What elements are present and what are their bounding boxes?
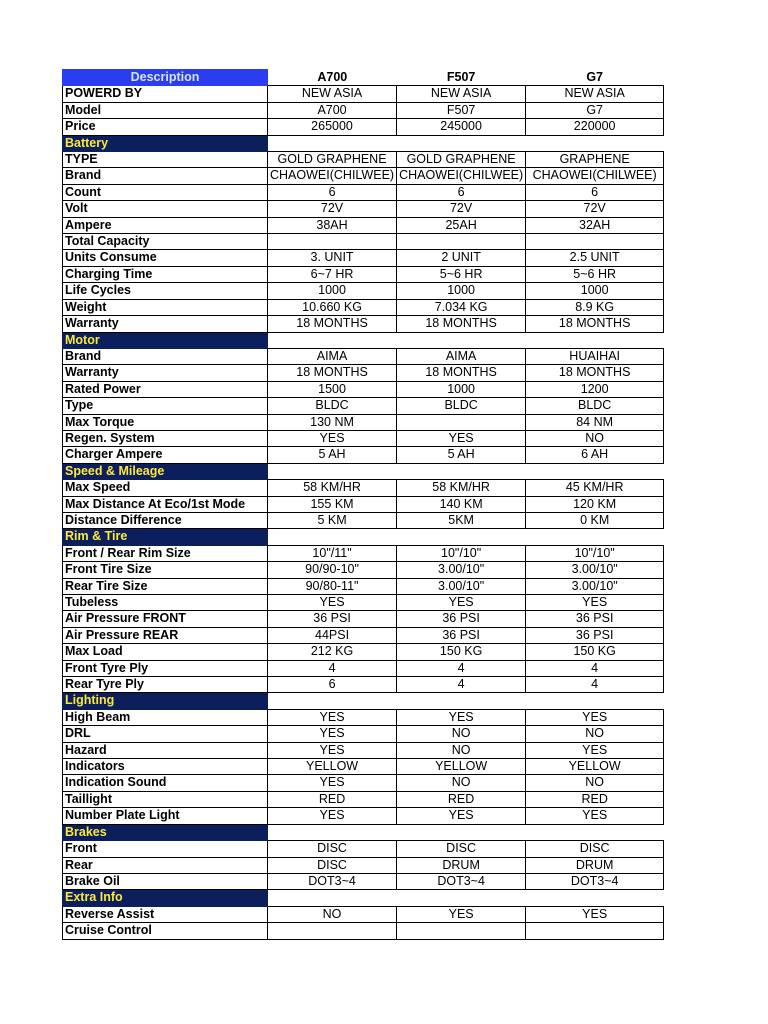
value-cell: YES bbox=[268, 775, 397, 791]
row-label: Life Cycles bbox=[63, 283, 268, 299]
value-cell: 10"/10" bbox=[526, 545, 664, 561]
value-cell: DISC bbox=[397, 841, 526, 857]
value-cell: F507 bbox=[397, 102, 526, 118]
row-label: Hazard bbox=[63, 742, 268, 758]
value-cell: 1000 bbox=[397, 381, 526, 397]
value-cell: 265000 bbox=[268, 119, 397, 135]
section-empty-cell bbox=[397, 529, 526, 545]
row-label: Max Speed bbox=[63, 480, 268, 496]
value-cell: CHAOWEI(CHILWEE) bbox=[397, 168, 526, 184]
section-title: Battery bbox=[63, 135, 268, 151]
value-cell: 150 KG bbox=[526, 644, 664, 660]
section-empty-cell bbox=[526, 890, 664, 906]
row-label: Indicators bbox=[63, 759, 268, 775]
row-label: Max Torque bbox=[63, 414, 268, 430]
section-empty-cell bbox=[397, 332, 526, 348]
section-title: Extra Info bbox=[63, 890, 268, 906]
section-empty-cell bbox=[268, 463, 397, 479]
value-cell: YELLOW bbox=[526, 759, 664, 775]
value-cell: 4 bbox=[397, 677, 526, 693]
table-row bbox=[63, 627, 664, 643]
row-label: Number Plate Light bbox=[63, 808, 268, 824]
table-row bbox=[63, 316, 664, 332]
table-row bbox=[63, 611, 664, 627]
section-empty-cell bbox=[268, 332, 397, 348]
section-empty-cell bbox=[526, 463, 664, 479]
value-cell: HUAIHAI bbox=[526, 348, 664, 364]
table-row bbox=[63, 841, 664, 857]
value-cell: 1000 bbox=[268, 283, 397, 299]
row-label: Rear Tyre Ply bbox=[63, 677, 268, 693]
row-label: Warranty bbox=[63, 316, 268, 332]
value-cell: RED bbox=[268, 791, 397, 807]
value-cell: 2 UNIT bbox=[397, 250, 526, 266]
value-cell: 36 PSI bbox=[397, 611, 526, 627]
value-cell: 3.00/10" bbox=[397, 562, 526, 578]
value-cell: 10"/10" bbox=[397, 545, 526, 561]
value-cell: 18 MONTHS bbox=[526, 316, 664, 332]
table-row bbox=[63, 726, 664, 742]
table-row bbox=[63, 595, 664, 611]
section-empty-cell bbox=[526, 529, 664, 545]
spec-comparison-table bbox=[62, 69, 664, 940]
value-cell: NEW ASIA bbox=[397, 86, 526, 102]
table-row bbox=[63, 414, 664, 430]
section-empty-cell bbox=[397, 824, 526, 840]
value-cell: 6 AH bbox=[526, 447, 664, 463]
value-cell: 18 MONTHS bbox=[526, 365, 664, 381]
value-cell: G7 bbox=[526, 102, 664, 118]
value-cell: YES bbox=[268, 742, 397, 758]
row-label: TYPE bbox=[63, 152, 268, 168]
value-cell bbox=[268, 234, 397, 250]
value-cell: 150 KG bbox=[397, 644, 526, 660]
section-header-row bbox=[63, 824, 664, 840]
value-cell: 25AH bbox=[397, 217, 526, 233]
value-cell: 4 bbox=[526, 677, 664, 693]
value-cell: 212 KG bbox=[268, 644, 397, 660]
value-cell bbox=[397, 234, 526, 250]
table-row bbox=[63, 775, 664, 791]
value-cell: BLDC bbox=[268, 398, 397, 414]
value-cell: 5 KM bbox=[268, 512, 397, 528]
section-empty-cell bbox=[397, 890, 526, 906]
table-row bbox=[63, 283, 664, 299]
value-cell: GOLD GRAPHENE bbox=[397, 152, 526, 168]
value-cell: NEW ASIA bbox=[268, 86, 397, 102]
value-cell: GRAPHENE bbox=[526, 152, 664, 168]
value-cell: 58 KM/HR bbox=[397, 480, 526, 496]
section-title: Lighting bbox=[63, 693, 268, 709]
row-label: Price bbox=[63, 119, 268, 135]
row-label: Cruise Control bbox=[63, 923, 268, 939]
section-empty-cell bbox=[526, 332, 664, 348]
value-cell: YES bbox=[268, 709, 397, 725]
value-cell: DISC bbox=[526, 841, 664, 857]
value-cell bbox=[526, 923, 664, 939]
section-header-row bbox=[63, 135, 664, 151]
section-empty-cell bbox=[526, 824, 664, 840]
value-cell: 3.00/10" bbox=[526, 578, 664, 594]
row-label: Brand bbox=[63, 348, 268, 364]
row-label: Units Consume bbox=[63, 250, 268, 266]
value-cell: 2.5 UNIT bbox=[526, 250, 664, 266]
row-label: Model bbox=[63, 102, 268, 118]
value-cell: 155 KM bbox=[268, 496, 397, 512]
value-cell: NO bbox=[397, 742, 526, 758]
table-row bbox=[63, 430, 664, 446]
value-cell: NO bbox=[397, 726, 526, 742]
table-row bbox=[63, 381, 664, 397]
row-label: Distance Difference bbox=[63, 512, 268, 528]
table-row bbox=[63, 266, 664, 282]
value-cell: YES bbox=[397, 595, 526, 611]
value-cell: YES bbox=[526, 709, 664, 725]
value-cell: YES bbox=[268, 430, 397, 446]
value-cell: NO bbox=[526, 775, 664, 791]
value-cell: YES bbox=[397, 906, 526, 922]
value-cell: 5KM bbox=[397, 512, 526, 528]
row-label: Rear bbox=[63, 857, 268, 873]
table-row bbox=[63, 119, 664, 135]
model-header-g7: G7 bbox=[526, 70, 664, 86]
value-cell: 6~7 HR bbox=[268, 266, 397, 282]
table-row bbox=[63, 791, 664, 807]
value-cell: 18 MONTHS bbox=[268, 365, 397, 381]
value-cell: 38AH bbox=[268, 217, 397, 233]
value-cell: AIMA bbox=[397, 348, 526, 364]
row-label: Front Tire Size bbox=[63, 562, 268, 578]
row-label: Tubeless bbox=[63, 595, 268, 611]
table-row bbox=[63, 857, 664, 873]
section-empty-cell bbox=[268, 824, 397, 840]
value-cell: 5~6 HR bbox=[397, 266, 526, 282]
value-cell: 90/90-10" bbox=[268, 562, 397, 578]
value-cell: 130 NM bbox=[268, 414, 397, 430]
row-label: Max Load bbox=[63, 644, 268, 660]
table-row bbox=[63, 742, 664, 758]
section-empty-cell bbox=[397, 463, 526, 479]
value-cell: A700 bbox=[268, 102, 397, 118]
value-cell bbox=[268, 923, 397, 939]
value-cell: 5~6 HR bbox=[526, 266, 664, 282]
section-empty-cell bbox=[397, 135, 526, 151]
spec-table-body bbox=[63, 70, 664, 940]
table-row bbox=[63, 168, 664, 184]
table-row bbox=[63, 873, 664, 889]
value-cell: CHAOWEI(CHILWEE) bbox=[526, 168, 664, 184]
table-row bbox=[63, 299, 664, 315]
section-empty-cell bbox=[268, 529, 397, 545]
value-cell: DRUM bbox=[397, 857, 526, 873]
value-cell: DISC bbox=[268, 857, 397, 873]
value-cell: 220000 bbox=[526, 119, 664, 135]
row-label: Front Tyre Ply bbox=[63, 660, 268, 676]
table-row bbox=[63, 709, 664, 725]
value-cell: 1200 bbox=[526, 381, 664, 397]
row-label: Weight bbox=[63, 299, 268, 315]
value-cell: 10.660 KG bbox=[268, 299, 397, 315]
table-row bbox=[63, 184, 664, 200]
value-cell: NO bbox=[397, 775, 526, 791]
value-cell: YES bbox=[397, 808, 526, 824]
section-empty-cell bbox=[268, 693, 397, 709]
value-cell: 6 bbox=[397, 184, 526, 200]
row-label: Volt bbox=[63, 201, 268, 217]
value-cell: 245000 bbox=[397, 119, 526, 135]
row-label: Indication Sound bbox=[63, 775, 268, 791]
value-cell: 1000 bbox=[526, 283, 664, 299]
value-cell: 90/80-11" bbox=[268, 578, 397, 594]
value-cell: YELLOW bbox=[397, 759, 526, 775]
value-cell: 3.00/10" bbox=[397, 578, 526, 594]
table-row bbox=[63, 447, 664, 463]
value-cell: YELLOW bbox=[268, 759, 397, 775]
value-cell: 72V bbox=[526, 201, 664, 217]
section-header-row bbox=[63, 693, 664, 709]
value-cell: 84 NM bbox=[526, 414, 664, 430]
value-cell: CHAOWEI(CHILWEE) bbox=[268, 168, 397, 184]
row-label: Air Pressure REAR bbox=[63, 627, 268, 643]
table-row bbox=[63, 365, 664, 381]
table-row bbox=[63, 398, 664, 414]
value-cell: 18 MONTHS bbox=[397, 316, 526, 332]
table-row bbox=[63, 759, 664, 775]
section-header-row bbox=[63, 332, 664, 348]
value-cell: 10"/11" bbox=[268, 545, 397, 561]
value-cell: BLDC bbox=[397, 398, 526, 414]
section-empty-cell bbox=[526, 135, 664, 151]
value-cell: 72V bbox=[268, 201, 397, 217]
row-label: Warranty bbox=[63, 365, 268, 381]
value-cell: DRUM bbox=[526, 857, 664, 873]
table-row bbox=[63, 644, 664, 660]
value-cell: DOT3~4 bbox=[268, 873, 397, 889]
row-label: High Beam bbox=[63, 709, 268, 725]
value-cell: YES bbox=[526, 595, 664, 611]
value-cell: NO bbox=[526, 726, 664, 742]
value-cell: YES bbox=[397, 430, 526, 446]
value-cell: 4 bbox=[526, 660, 664, 676]
row-label: Front bbox=[63, 841, 268, 857]
value-cell: 6 bbox=[268, 184, 397, 200]
value-cell: 44PSI bbox=[268, 627, 397, 643]
value-cell: YES bbox=[268, 595, 397, 611]
row-label: Max Distance At Eco/1st Mode bbox=[63, 496, 268, 512]
row-label: Count bbox=[63, 184, 268, 200]
table-row bbox=[63, 578, 664, 594]
section-header-row bbox=[63, 529, 664, 545]
value-cell bbox=[397, 923, 526, 939]
table-row bbox=[63, 250, 664, 266]
table-row bbox=[63, 512, 664, 528]
table-row bbox=[63, 152, 664, 168]
section-header-row bbox=[63, 890, 664, 906]
value-cell: GOLD GRAPHENE bbox=[268, 152, 397, 168]
section-title: Rim & Tire bbox=[63, 529, 268, 545]
row-label: Air Pressure FRONT bbox=[63, 611, 268, 627]
table-row bbox=[63, 677, 664, 693]
value-cell: YES bbox=[526, 742, 664, 758]
value-cell: NO bbox=[268, 906, 397, 922]
value-cell: 3.00/10" bbox=[526, 562, 664, 578]
row-label: Regen. System bbox=[63, 430, 268, 446]
table-row bbox=[63, 217, 664, 233]
table-row bbox=[63, 201, 664, 217]
section-title: Motor bbox=[63, 332, 268, 348]
row-label: Taillight bbox=[63, 791, 268, 807]
section-empty-cell bbox=[268, 135, 397, 151]
value-cell: 72V bbox=[397, 201, 526, 217]
row-label: Rear Tire Size bbox=[63, 578, 268, 594]
value-cell: YES bbox=[268, 808, 397, 824]
value-cell: NEW ASIA bbox=[526, 86, 664, 102]
model-header-a700: A700 bbox=[268, 70, 397, 86]
value-cell: AIMA bbox=[268, 348, 397, 364]
section-title: Brakes bbox=[63, 824, 268, 840]
value-cell: 5 AH bbox=[268, 447, 397, 463]
description-header: Description bbox=[63, 70, 268, 86]
row-label: Ampere bbox=[63, 217, 268, 233]
value-cell: 4 bbox=[268, 660, 397, 676]
table-row bbox=[63, 102, 664, 118]
value-cell: 6 bbox=[526, 184, 664, 200]
value-cell: DOT3~4 bbox=[526, 873, 664, 889]
value-cell: 32AH bbox=[526, 217, 664, 233]
row-label: Total Capacity bbox=[63, 234, 268, 250]
value-cell: YES bbox=[526, 808, 664, 824]
table-header-row bbox=[63, 70, 664, 86]
value-cell: 36 PSI bbox=[268, 611, 397, 627]
model-header-f507: F507 bbox=[397, 70, 526, 86]
table-row bbox=[63, 234, 664, 250]
value-cell: RED bbox=[526, 791, 664, 807]
value-cell: 1500 bbox=[268, 381, 397, 397]
row-label: DRL bbox=[63, 726, 268, 742]
value-cell: 5 AH bbox=[397, 447, 526, 463]
section-empty-cell bbox=[526, 693, 664, 709]
table-row bbox=[63, 906, 664, 922]
section-title: Speed & Mileage bbox=[63, 463, 268, 479]
row-label: Charging Time bbox=[63, 266, 268, 282]
value-cell: DISC bbox=[268, 841, 397, 857]
value-cell: 8.9 KG bbox=[526, 299, 664, 315]
value-cell: 18 MONTHS bbox=[268, 316, 397, 332]
value-cell: 58 KM/HR bbox=[268, 480, 397, 496]
value-cell: 0 KM bbox=[526, 512, 664, 528]
table-row bbox=[63, 923, 664, 939]
section-empty-cell bbox=[268, 890, 397, 906]
table-row bbox=[63, 86, 664, 102]
row-label: Front / Rear Rim Size bbox=[63, 545, 268, 561]
row-label: Reverse Assist bbox=[63, 906, 268, 922]
row-label: Type bbox=[63, 398, 268, 414]
value-cell: YES bbox=[397, 709, 526, 725]
section-empty-cell bbox=[397, 693, 526, 709]
table-row bbox=[63, 480, 664, 496]
table-row bbox=[63, 545, 664, 561]
table-row bbox=[63, 660, 664, 676]
value-cell: 6 bbox=[268, 677, 397, 693]
row-label: Charger Ampere bbox=[63, 447, 268, 463]
value-cell: YES bbox=[268, 726, 397, 742]
value-cell: 45 KM/HR bbox=[526, 480, 664, 496]
value-cell: 1000 bbox=[397, 283, 526, 299]
value-cell: BLDC bbox=[526, 398, 664, 414]
row-label: POWERD BY bbox=[63, 86, 268, 102]
value-cell: YES bbox=[526, 906, 664, 922]
value-cell: 3. UNIT bbox=[268, 250, 397, 266]
row-label: Rated Power bbox=[63, 381, 268, 397]
table-row bbox=[63, 808, 664, 824]
value-cell: 4 bbox=[397, 660, 526, 676]
table-row bbox=[63, 496, 664, 512]
table-row bbox=[63, 562, 664, 578]
value-cell: 7.034 KG bbox=[397, 299, 526, 315]
value-cell bbox=[397, 414, 526, 430]
value-cell: 36 PSI bbox=[526, 611, 664, 627]
value-cell: 18 MONTHS bbox=[397, 365, 526, 381]
value-cell: 36 PSI bbox=[526, 627, 664, 643]
row-label: Brand bbox=[63, 168, 268, 184]
value-cell: DOT3~4 bbox=[397, 873, 526, 889]
value-cell bbox=[526, 234, 664, 250]
value-cell: RED bbox=[397, 791, 526, 807]
section-header-row bbox=[63, 463, 664, 479]
value-cell: 120 KM bbox=[526, 496, 664, 512]
value-cell: 140 KM bbox=[397, 496, 526, 512]
row-label: Brake Oil bbox=[63, 873, 268, 889]
value-cell: 36 PSI bbox=[397, 627, 526, 643]
table-row bbox=[63, 348, 664, 364]
value-cell: NO bbox=[526, 430, 664, 446]
